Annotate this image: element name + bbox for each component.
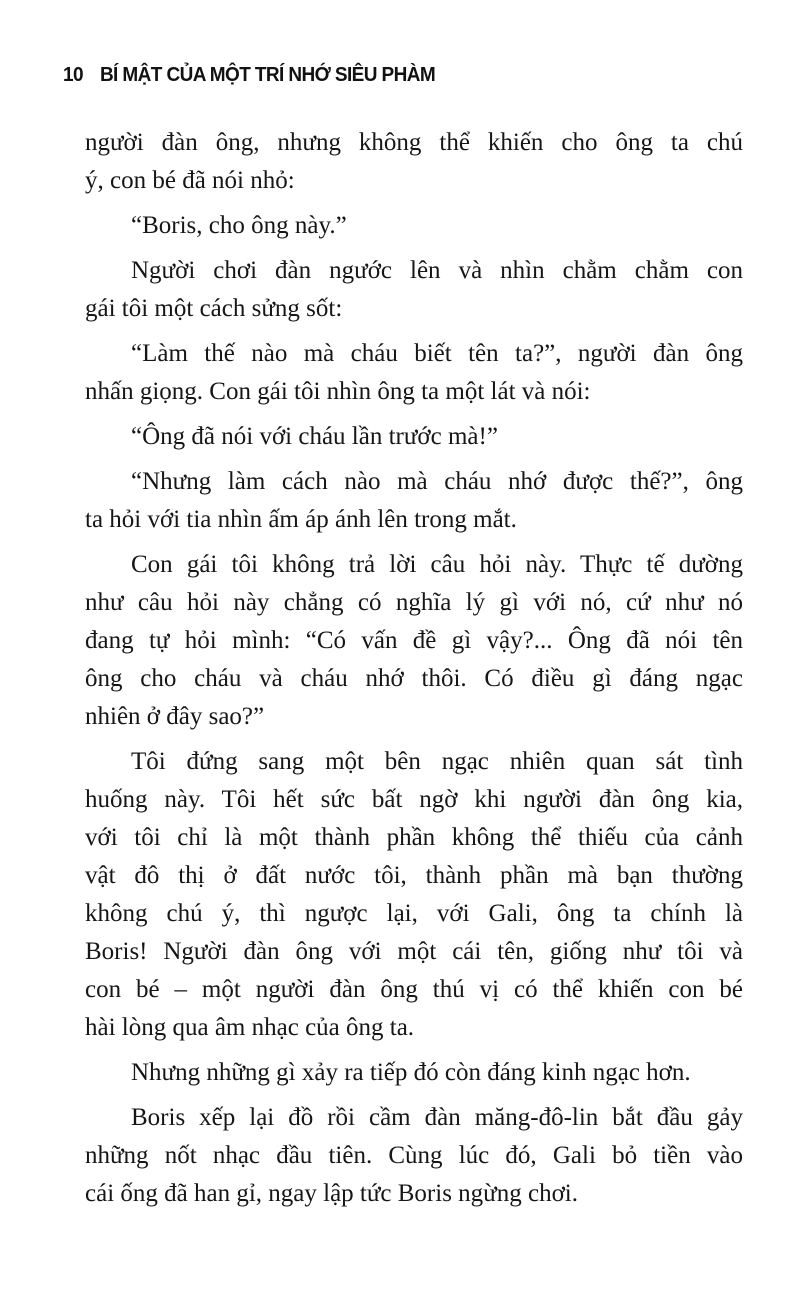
paragraph xyxy=(85,1099,743,1213)
page-body xyxy=(85,124,743,1213)
paragraph xyxy=(85,463,743,539)
paragraph xyxy=(85,335,743,411)
text-line: ý, con bé đã nói nhỏ: xyxy=(85,167,295,194)
text-line: ta hỏi với tia nhìn ấm áp ánh lên trong mắt. xyxy=(85,506,517,533)
text-line: ông cho cháu và cháu nhớ thôi. Có điều gì đáng ngạc xyxy=(85,665,743,692)
paragraph xyxy=(85,124,743,200)
text-line: Tôi đứng sang một bên ngạc nhiên quan sát tình xyxy=(131,748,743,775)
text-line: cái ống đã han gỉ, ngay lập tức Boris ngừng chơi. xyxy=(85,1180,578,1207)
text-line: gái tôi một cách sửng sốt: xyxy=(85,295,343,322)
text-line: hài lòng qua âm nhạc của ông ta. xyxy=(85,1014,415,1041)
text-line: con bé – một người đàn ông thú vị có thể khiến con bé xyxy=(85,976,743,1003)
text-line: Nhưng những gì xảy ra tiếp đó còn đáng kinh ngạc hơn. xyxy=(131,1059,691,1086)
text-line: như câu hỏi này chẳng có nghĩa lý gì với nó, cứ như nó xyxy=(85,589,743,616)
running-header xyxy=(63,64,435,87)
text-line: Boris xếp lại đồ rồi cầm đàn măng-đô-lin bắt đầu gảy xyxy=(131,1104,743,1131)
text-line: huống này. Tôi hết sức bất ngờ khi người đàn ông kia, xyxy=(85,786,743,813)
page-number: 10 xyxy=(63,64,83,87)
paragraph xyxy=(85,207,743,245)
text-line: “Boris, cho ông này.” xyxy=(131,212,347,239)
text-line: “Ông đã nói với cháu lần trước mà!” xyxy=(131,423,498,450)
running-title: BÍ MẬT CỦA MỘT TRÍ NHỚ SIÊU PHÀM xyxy=(99,64,436,87)
text-line: Con gái tôi không trả lời câu hỏi này. Thực tế dường xyxy=(131,551,743,578)
text-line: vật đô thị ở đất nước tôi, thành phần mà bạn thường xyxy=(85,862,743,889)
paragraph xyxy=(85,252,743,328)
text-line: “Nhưng làm cách nào mà cháu nhớ được thế?”, ông xyxy=(131,468,743,495)
text-line: đang tự hỏi mình: “Có vấn đề gì vậy?... Ông đã nói tên xyxy=(85,627,743,654)
text-line: Người chơi đàn ngước lên và nhìn chằm chằm con xyxy=(131,257,743,284)
text-line: người đàn ông, nhưng không thể khiến cho ông ta chú xyxy=(85,129,743,156)
text-line: với tôi chỉ là một thành phần không thể thiếu của cảnh xyxy=(85,824,743,851)
text-line: không chú ý, thì ngược lại, với Gali, ông ta chính là xyxy=(85,900,743,927)
paragraph xyxy=(85,418,743,456)
text-line: nhiên ở đây sao?” xyxy=(85,703,265,730)
paragraph xyxy=(85,743,743,1047)
text-line: Boris! Người đàn ông với một cái tên, giống như tôi và xyxy=(85,938,743,965)
text-line: những nốt nhạc đầu tiên. Cùng lúc đó, Gali bỏ tiền vào xyxy=(85,1142,743,1169)
text-line: “Làm thế nào mà cháu biết tên ta?”, người đàn ông xyxy=(131,340,743,367)
paragraph xyxy=(85,1054,743,1092)
text-line: nhấn giọng. Con gái tôi nhìn ông ta một lát và nói: xyxy=(85,378,591,405)
paragraph xyxy=(85,546,743,736)
